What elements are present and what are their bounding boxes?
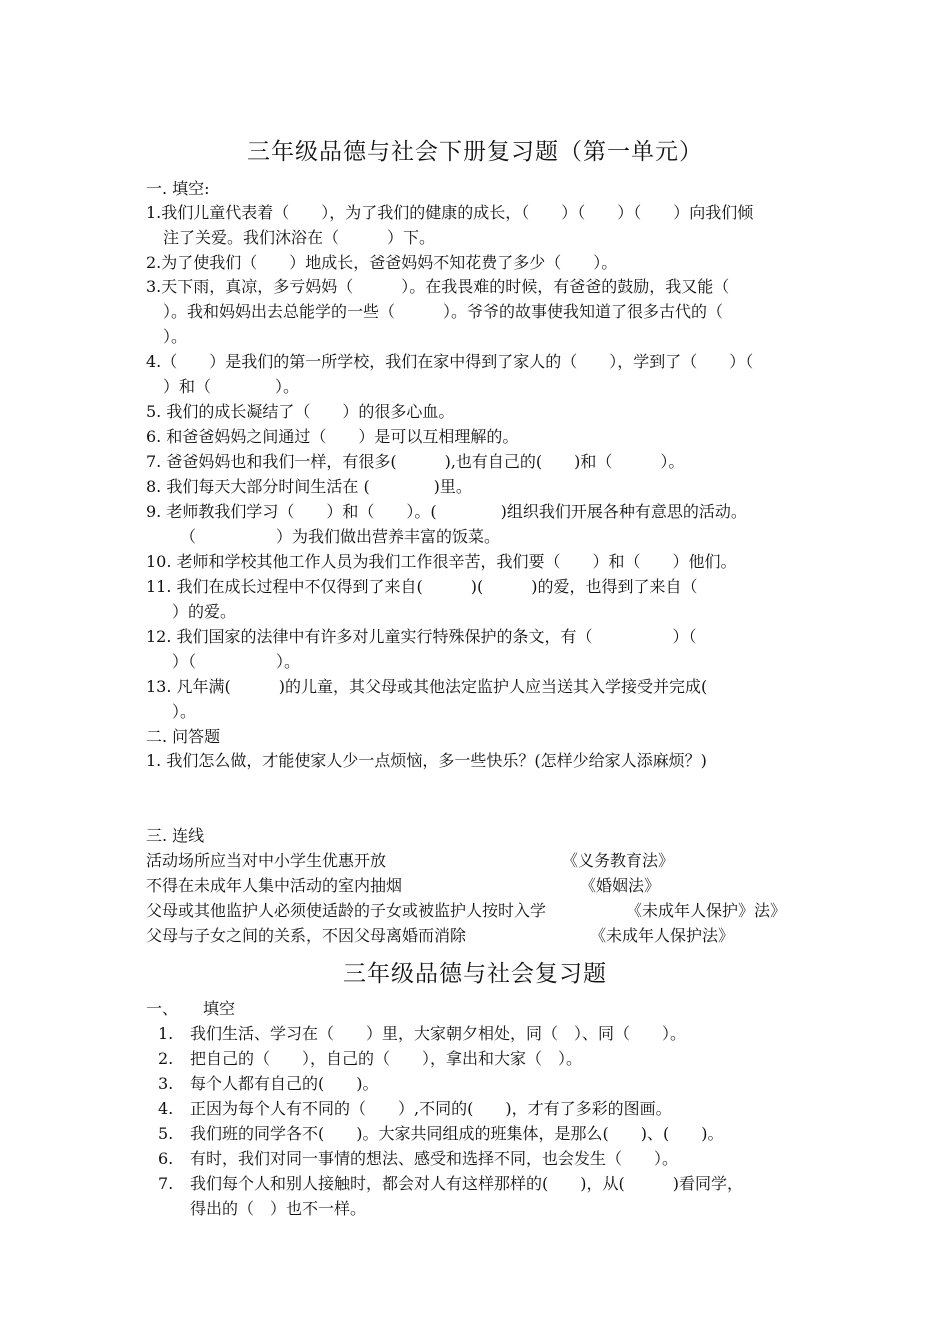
question-6: 6. 和爸爸妈妈之间通过（ ）是可以互相理解的。 [146, 427, 519, 446]
doc2-item-text: 每个人都有自己的( )。 [190, 1074, 379, 1093]
doc2-item-text: 把自己的（ ），自己的（ ），拿出和大家（ ）。 [190, 1049, 583, 1068]
match-right-4: 《未成年人保护法》 [590, 926, 735, 945]
question-5: 5. 我们的成长凝结了（ ）的很多心血。 [146, 402, 455, 421]
doc2-item-text: 正因为每个人有不同的（ ）,不同的( )，才有了多彩的图画。 [190, 1099, 672, 1118]
question-11-line-2: ）的爱。 [172, 602, 237, 621]
question-8: 8. 我们每天大部分时间生活在 ( )里。 [146, 477, 472, 496]
question-1-line-1: 1.我们儿童代表着（ ），为了我们的健康的成长，（ ）（ ）（ ）向我们倾 [146, 203, 754, 222]
question-2: 2.为了使我们（ ）地成长，爸爸妈妈不知花费了多少（ ）。 [146, 253, 618, 272]
doc2-item-number: 1. [158, 1024, 174, 1043]
doc2-item-number: 5. [158, 1124, 174, 1143]
match-left-2: 不得在未成年人集中活动的室内抽烟 [146, 876, 403, 895]
question-4-line-1: 4.（ ）是我们的第一所学校，我们在家中得到了家人的（ ），学到了（ ）（ [146, 352, 754, 371]
doc2-section-label: 填空 [203, 999, 236, 1018]
doc2-item-number: 4. [158, 1099, 174, 1118]
question-3-line-1: 3.天下雨，真凉，多亏妈妈（ ）。在我畏难的时候，有爸爸的鼓励，我又能（ [146, 277, 730, 296]
match-right-1: 《义务教育法》 [562, 851, 675, 870]
match-left-4: 父母与子女之间的关系，不因父母离婚而消除 [146, 926, 467, 945]
question-12-line-2: ）（ ）。 [172, 652, 301, 671]
doc2-item-7-continuation: 得出的（ ）也不一样。 [190, 1199, 367, 1218]
doc1-section-fill-heading: 一. 填空: [146, 179, 210, 198]
match-left-1: 活动场所应当对中小学生优惠开放 [146, 851, 387, 870]
doc1-title: 三年级品德与社会下册复习题（第一单元） [247, 139, 703, 165]
question-1-line-2: 注了关爱。我们沐浴在（ ）下。 [163, 228, 436, 247]
match-right-2: 《婚姻法》 [580, 876, 661, 895]
qa-question-1: 1. 我们怎么做，才能使家人少一点烦恼，多一些快乐？(怎样少给家人添麻烦？) [146, 751, 707, 770]
question-9-line-1: 9. 老师教我们学习（ ）和（ ）。( )组织我们开展各种有意思的活动。 [146, 502, 747, 521]
question-13-line-2: ）。 [172, 702, 197, 721]
question-7: 7. 爸爸妈妈也和我们一样，有很多( ),也有自己的( )和（ ）。 [146, 452, 685, 471]
match-right-3: 《未成年人保护》法》 [626, 901, 787, 920]
doc1-section-match-heading: 三. 连线 [146, 826, 205, 845]
question-10: 10. 老师和学校其他工作人员为我们工作很辛苦，我们要（ ）和（ ）他们。 [146, 552, 737, 571]
doc2-item-text: 我们每个人和别人接触时，都会对人有这样那样的( )，从( )看同学， [190, 1174, 743, 1193]
question-3-line-2: ）。我和妈妈出去总能学的一些（ ）。爷爷的故事使我知道了很多古代的（ [163, 302, 724, 321]
doc2-item-text: 我们班的同学各不( )。大家共同组成的班集体，是那么( )、( )。 [190, 1124, 724, 1143]
doc2-title: 三年级品德与社会复习题 [343, 961, 607, 987]
question-11-line-1: 11. 我们在成长过程中不仅得到了来自( )( )的爱，也得到了来自（ [146, 577, 698, 596]
doc2-section-number: 一、 [146, 999, 179, 1018]
doc2-item-number: 6. [158, 1149, 174, 1168]
question-3-line-3: ）。 [163, 327, 188, 346]
doc2-item-number: 3. [158, 1074, 174, 1093]
question-9-line-2: （ ）为我们做出营养丰富的饭菜。 [180, 527, 501, 546]
match-left-3: 父母或其他监护人必须使适龄的子女或被监护人按时入学 [146, 901, 547, 920]
question-13-line-1: 13. 凡年满( )的儿童，其父母或其他法定监护人应当送其入学接受并完成( [146, 677, 708, 696]
doc2-item-number: 7. [158, 1174, 174, 1193]
doc2-item-number: 2. [158, 1049, 174, 1068]
question-4-line-2: ）和（ ）。 [163, 377, 300, 396]
doc1-section-qa-heading: 二. 问答题 [146, 727, 221, 746]
question-12-line-1: 12. 我们国家的法律中有许多对儿童实行特殊保护的条文，有（ ）（ [146, 627, 697, 646]
doc2-item-text: 我们生活、学习在（ ）里，大家朝夕相处，同（ ）、同（ ）。 [190, 1024, 687, 1043]
doc2-item-text: 有时，我们对同一事情的想法、感受和选择不同，也会发生（ ）。 [190, 1149, 679, 1168]
